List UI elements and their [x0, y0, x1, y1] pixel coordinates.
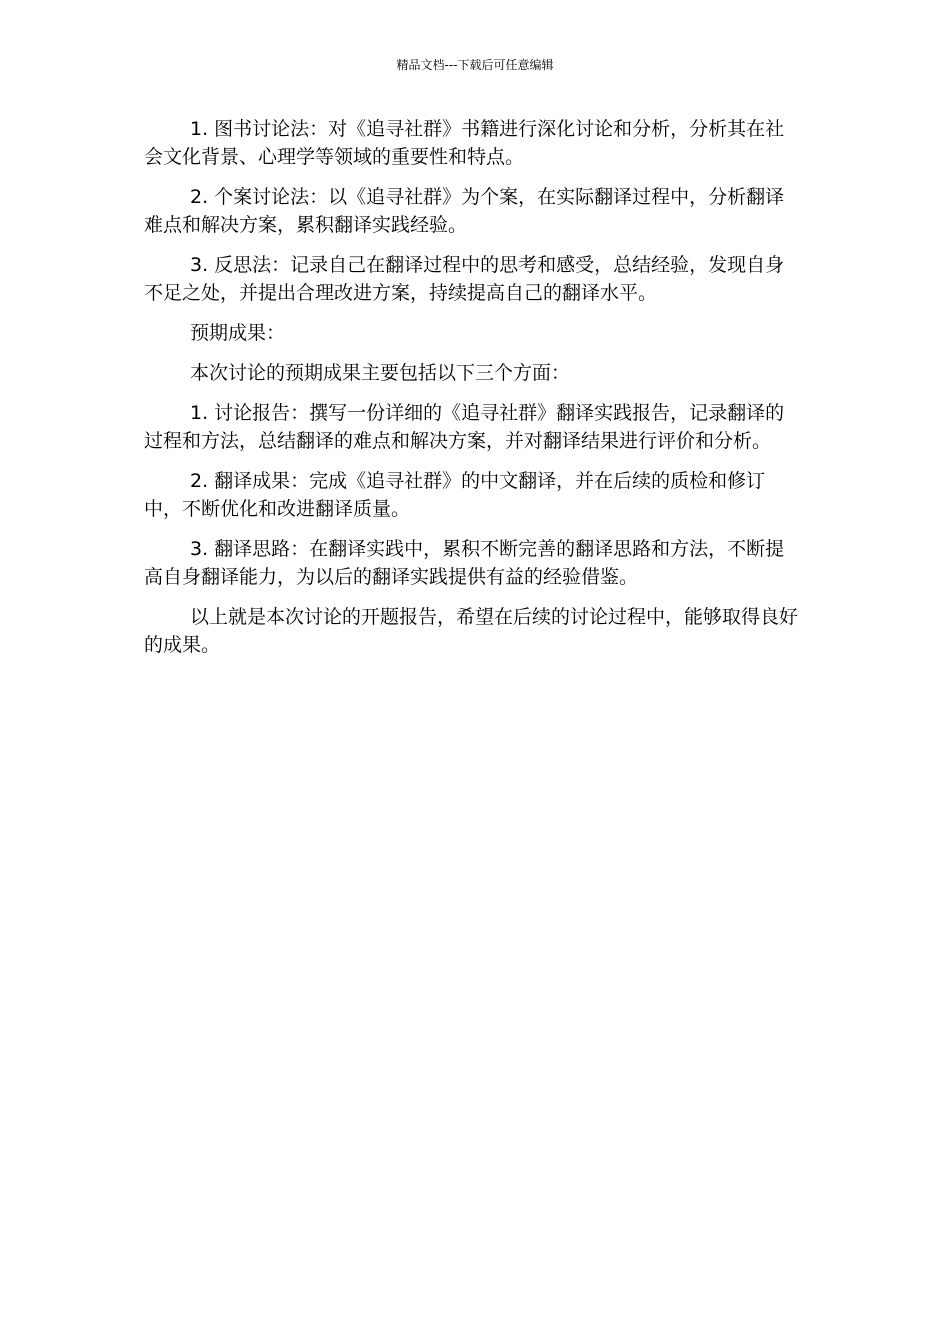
paragraph-method-case-discussion: 2. 个案讨论法：以《追寻社群》为个案，在实际翻译过程中，分析翻译难点和解决方案，累积翻译实践经验。 [144, 186, 785, 236]
paragraph-result-report: 1. 讨论报告：撰写一份详细的《追寻社群》翻译实践报告，记录翻译的过程和方法，总结翻译的难点和解决方案，并对翻译结果进行评价和分析。 [144, 402, 785, 452]
page-header: 精品文档---下载后可任意编辑 [396, 58, 554, 72]
section-heading-expected-results: 预期成果： [190, 322, 286, 344]
paragraph-results-intro: 本次讨论的预期成果主要包括以下三个方面： [190, 362, 571, 384]
paragraph-result-translation-approach: 3. 翻译思路：在翻译实践中，累积不断完善的翻译思路和方法，不断提高自身翻译能力，为以后的翻译实践提供有益的经验借鉴。 [144, 538, 785, 588]
paragraph-conclusion: 以上就是本次讨论的开题报告，希望在后续的讨论过程中，能够取得良好的成果。 [144, 606, 799, 656]
paragraph-method-book-discussion: 1. 图书讨论法：对《追寻社群》书籍进行深化讨论和分析，分析其在社会文化背景、心理学等领域的重要性和特点。 [144, 118, 785, 168]
paragraph-result-translation: 2. 翻译成果：完成《追寻社群》的中文翻译，并在后续的质检和修订中，不断优化和改进翻译质量。 [144, 470, 766, 520]
paragraph-method-reflection: 3. 反思法：记录自己在翻译过程中的思考和感受，总结经验，发现自身不足之处，并提出合理改进方案，持续提高自己的翻译水平。 [144, 254, 785, 304]
document-body [144, 115, 798, 671]
